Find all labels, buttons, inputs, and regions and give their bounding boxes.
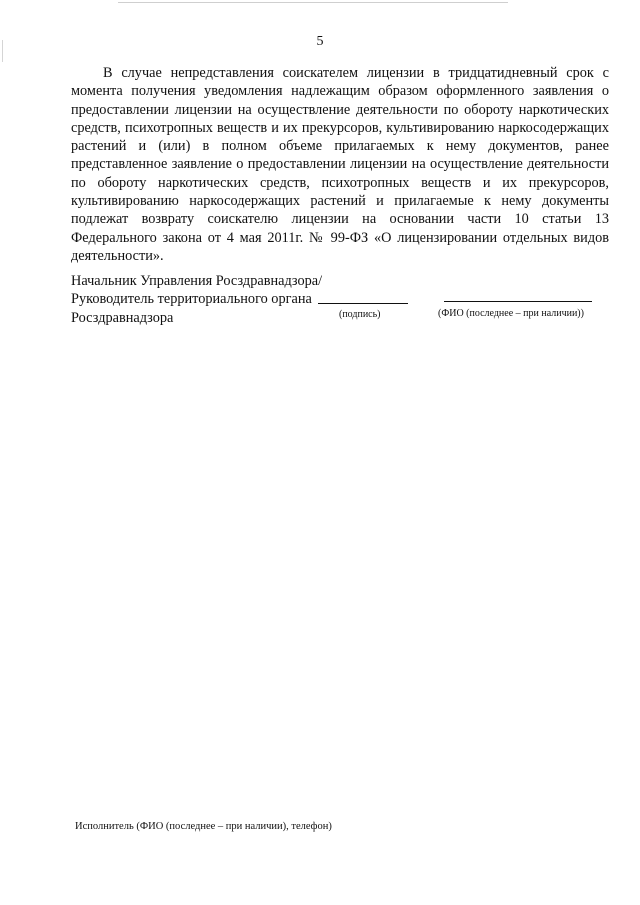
signer-line-2: Руководитель территориального органа <box>71 291 312 308</box>
body-paragraph: В случае непредставления соискателем лицензии в тридцатидневный срок с момента получения уведомления надлежащим образом оформленного заявления о предоставлении лицензии на осуществление деятельности по обороту наркотических средств, психотропных веществ и их прекурсоров, культивированию наркосодержащих растений и (или) в полном объеме прилагаемых к нему документов, ранее представленное заявление о предоставлении лицензии на осуществление деятельности по обороту наркотических средств, психотропных веществ и их прекурсоров, культивированию наркосодержащих растений и прилагаемые к нему документы подлежат возврату соискателю лицензии на основании части 10 статьи 13 Федерального закона от 4 мая 2011г. № 99-ФЗ «О лицензировании отдельных видов деятельности». <box>71 65 609 264</box>
signer-line-1: Начальник Управления Росздравнадзора/ <box>71 273 323 289</box>
signer-line-3: Росздравнадзора <box>71 309 174 326</box>
scan-top-rule <box>118 2 508 3</box>
fio-caption: (ФИО (последнее – при наличии)) <box>438 308 584 319</box>
signature-caption: (подпись) <box>339 309 381 320</box>
fio-blank-line <box>444 301 592 302</box>
signer-block <box>71 272 322 327</box>
page-number: 5 <box>316 34 324 49</box>
executor-line: Исполнитель (ФИО (последнее – при наличии), телефон) <box>75 821 332 832</box>
signature-blank-line <box>318 303 408 304</box>
